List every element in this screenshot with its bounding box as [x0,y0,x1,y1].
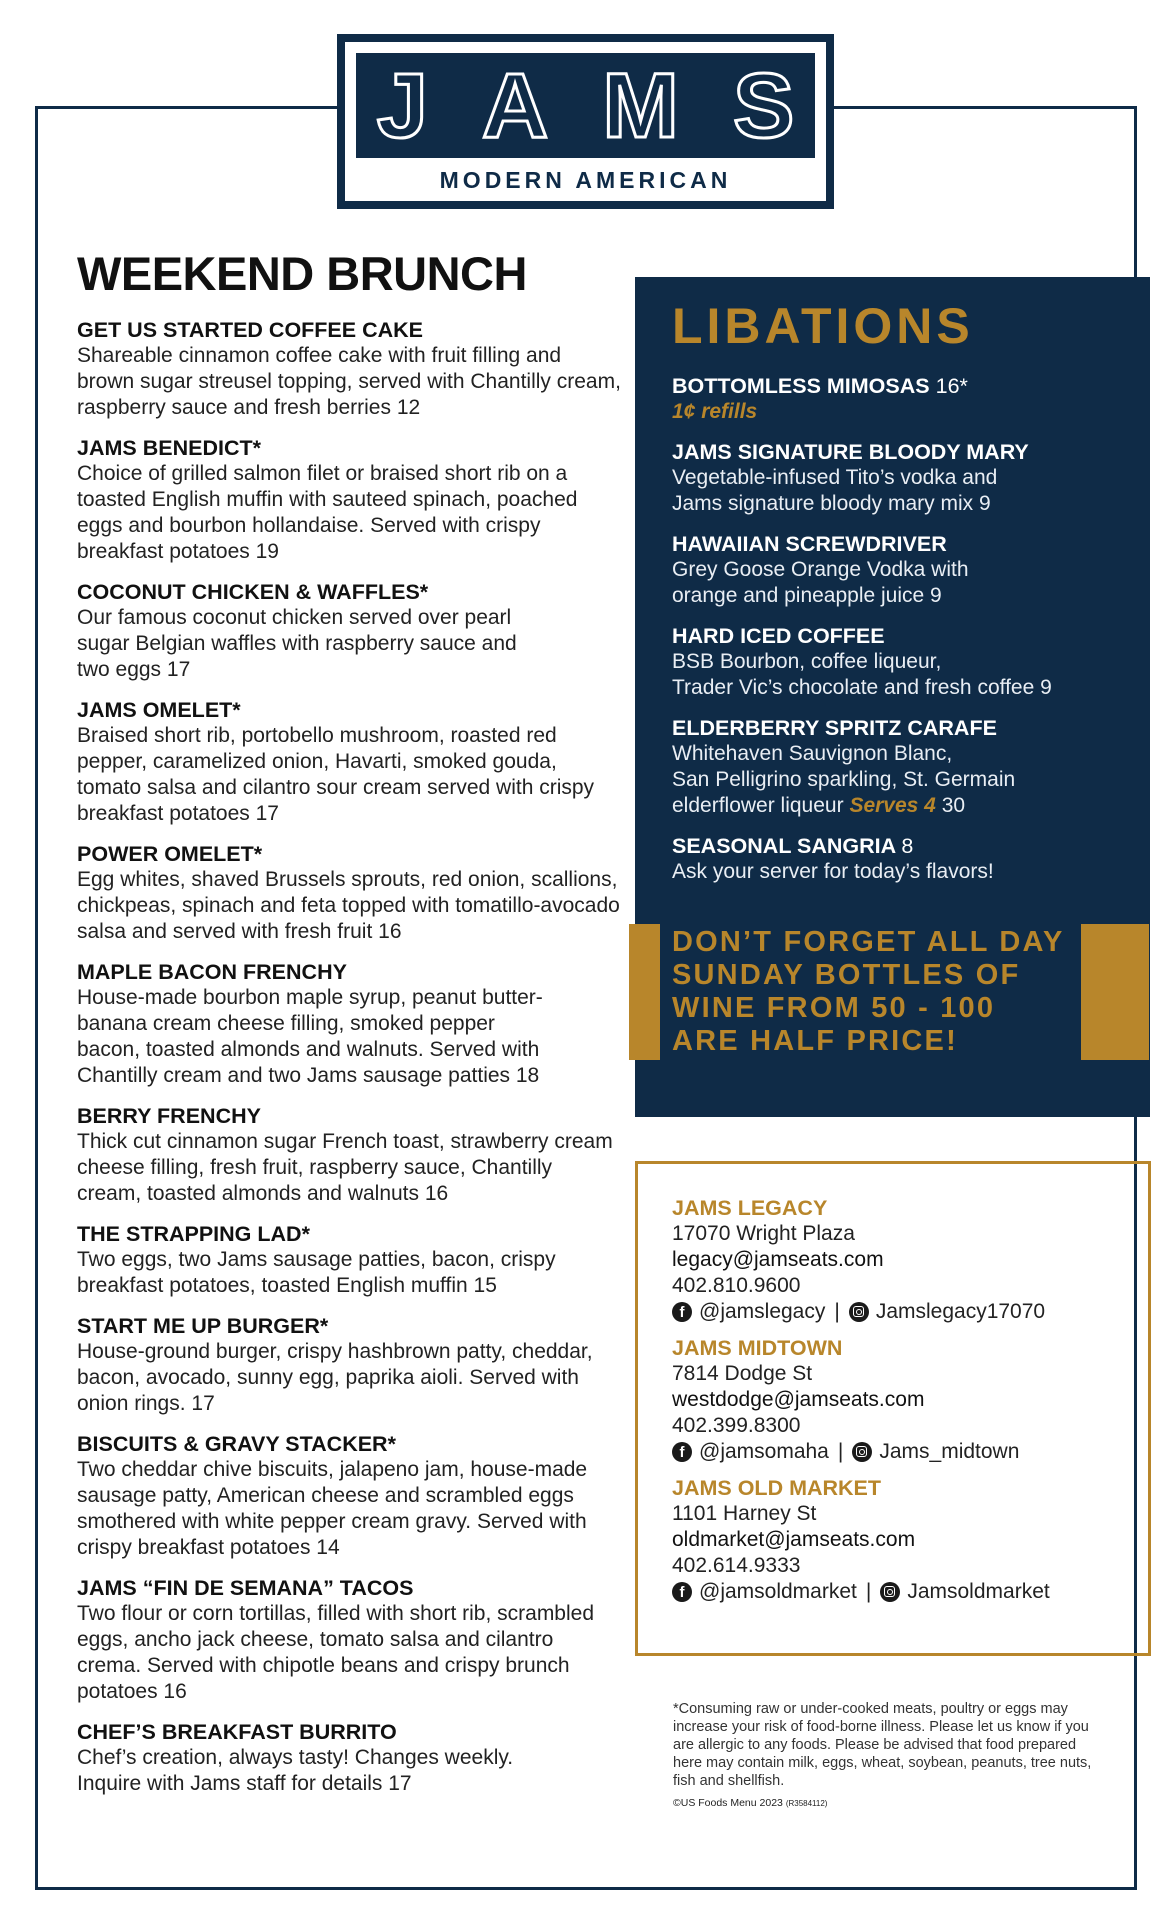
item-desc: Thick cut cinnamon sugar French toast, strawberry cream cheese filling, fresh fruit, raspberry sauce, Chantilly cream, toasted almonds and walnuts 16 [77,1129,613,1205]
menu-item [77,697,597,827]
item-desc: House-made bourbon maple syrup, peanut butter-banana cream cheese filling, smoked pepper bacon, toasted almonds and walnuts. Served with Chantilly cream and two Jams sausage patties 18 [77,985,543,1087]
item-desc: Two eggs, two Jams sausage patties, bacon, crispy breakfast potatoes, toasted English muffin 15 [77,1247,556,1297]
item-name: THE STRAPPING LAD* [77,1221,310,1246]
drink-desc: elderflower liqueur [672,794,844,817]
menu-item [77,317,622,421]
menu-item [77,1221,622,1299]
drink-price: 8 [901,834,914,858]
drink-price: 30 [941,794,966,817]
item-desc: Choice of grilled salmon filet or braised short rib on a toasted English muffin with sauteed spinach, poached eggs and bourbon hollandaise. Served with crispy breakfast potatoes 19 [77,461,578,563]
item-desc: Egg whites, shaved Brussels sprouts, red onion, scallions, chickpeas, spinach and feta topped with tomatillo-avocado salsa and served with fresh fruit 16 [77,867,620,943]
drink-iced-coffee [672,623,1150,701]
drink-name: HARD ICED COFFEE [672,624,885,648]
item-desc: Two cheddar chive biscuits, jalapeno jam, house-made sausage patty, American cheese and scrambled eggs smothered with white pepper cream gravy. Served with crispy breakfast potatoes 14 [77,1457,588,1559]
drink-desc: Grey Goose Orange Vodka with [672,558,969,581]
menu-title: WEEKEND BRUNCH [77,247,527,300]
item-name: COCONUT CHICKEN & WAFFLES* [77,579,429,604]
drink-desc: orange and pineapple juice 9 [672,584,942,607]
item-desc: Two flour or corn tortillas, filled with short rib, scrambled eggs, ancho jack cheese, tomato salsa and cilantro crema. Served with chipotle beans and crispy brunch potatoes 16 [77,1601,595,1703]
drink-sangria [672,833,1150,885]
location-email[interactable]: westdodge@jamseats.com [672,1388,925,1411]
drink-name: SEASONAL SANGRIA [672,834,896,858]
item-name: MAPLE BACON FRENCHY [77,959,347,984]
menu-item [77,1575,622,1705]
drink-mimosa [672,373,1150,425]
menu-item [77,579,527,683]
item-name: JAMS BENEDICT* [77,435,261,460]
item-name: BERRY FRENCHY [77,1103,261,1128]
allergy-disclaimer: *Consuming raw or under-cooked meats, poultry or eggs may increase your risk of food-borne illness. Please let us know if you are allergic to any foods. Please be advised that food prepared here may contain milk, eggs, wheat, soybean, peanuts, tree nuts, fish and shellfish. [673,1701,1092,1789]
item-name: POWER OMELET* [77,841,263,866]
location-name: JAMS OLD MARKET [672,1476,882,1500]
item-name: GET US STARTED COFFEE CAKE [77,317,424,342]
drink-screwdriver [672,531,1150,609]
item-name: CHEF’S BREAKFAST BURRITO [77,1719,397,1744]
promo-band [629,924,1149,1060]
location-email[interactable]: oldmarket@jamseats.com [672,1528,916,1551]
drink-name: JAMS SIGNATURE BLOODY MARY [672,440,1029,464]
menu-item [77,1313,597,1417]
item-desc: Shareable cinnamon coffee cake with fruit filling and brown sugar streusel topping, served with Chantilly cream, raspberry sauce and fresh berries 12 [77,343,621,419]
item-desc: Chef’s creation, always tasty! Changes weekly. Inquire with Jams staff for details 17 [77,1745,514,1795]
item-name: BISCUITS & GRAVY STACKER* [77,1431,396,1456]
location-old-market: JAMS OLD MARKET 1101 Harney St oldmarket@jamseats.com 402.614.9333 f @jamsoldmarket | Jamsoldmarket [672,1475,1148,1605]
location-name: JAMS MIDTOWN [672,1336,843,1360]
instagram-handle[interactable]: Jams_midtown [879,1440,1020,1463]
locations-box [635,1161,1151,1656]
facebook-icon: f [672,1582,692,1602]
promo-line: ARE HALF PRICE! [672,1025,958,1057]
copyright: ©US Foods Menu 2023 [673,1797,783,1809]
facebook-icon: f [672,1442,692,1462]
menu-item [77,841,625,945]
libations-title: LIBATIONS [672,298,974,354]
logo-title: JAMS [376,54,849,157]
menu-item [77,1719,577,1797]
location-phone[interactable]: 402.399.8300 [672,1414,801,1437]
brunch-menu [77,248,622,1811]
wine-promo [672,926,1092,1058]
facebook-handle[interactable]: @jamslegacy [699,1300,826,1323]
drink-desc: BSB Bourbon, coffee liqueur, [672,650,942,673]
logo-subtitle: MODERN AMERICAN [439,167,732,193]
item-desc: House-ground burger, crispy hashbrown patty, cheddar, bacon, avocado, sunny egg, paprika aioli. Served with onion rings. 17 [77,1339,593,1415]
instagram-handle[interactable]: Jamslegacy17070 [875,1300,1046,1323]
menu-item [77,1103,622,1207]
footer [673,1700,1093,1813]
instagram-icon [849,1302,869,1322]
item-name: JAMS OMELET* [77,697,241,722]
menu-item [77,435,622,565]
drink-desc: San Pelligrino sparkling, St. Germain [672,768,1016,791]
instagram-handle[interactable]: Jamsoldmarket [907,1580,1050,1603]
facebook-handle[interactable]: @jamsomaha [699,1440,829,1463]
jams-logo [337,34,849,209]
facebook-icon: f [672,1302,692,1322]
promo-line: WINE FROM 50 - 100 [672,992,996,1024]
item-name: JAMS “FIN DE SEMANA” TACOS [77,1575,414,1600]
refill-note: 1¢ refills [672,400,758,423]
location-legacy: JAMS LEGACY 17070 Wright Plaza legacy@jamseats.com 402.810.9600 f @jamslegacy | Jamslegacy17070 [672,1195,1148,1325]
instagram-icon [880,1582,900,1602]
location-name: JAMS LEGACY [672,1196,828,1220]
drink-price: 16* [935,374,968,398]
drink-desc: Ask your server for today’s flavors! [672,860,994,883]
drink-desc: Whitehaven Sauvignon Blanc, [672,742,953,765]
location-phone[interactable]: 402.614.9333 [672,1554,801,1577]
location-phone[interactable]: 402.810.9600 [672,1274,801,1297]
instagram-icon [852,1442,872,1462]
drink-spritz [672,715,1150,819]
drink-name: ELDERBERRY SPRITZ CARAFE [672,716,997,740]
item-desc: Our famous coconut chicken served over pearl sugar Belgian waffles with raspberry sauce and two eggs 17 [77,605,517,681]
drink-desc: Vegetable-infused Tito’s vodka and [672,466,998,489]
drink-bloody-mary [672,439,1150,517]
location-email[interactable]: legacy@jamseats.com [672,1248,884,1271]
menu-code: (R3584112) [785,1799,828,1808]
location-address: 7814 Dodge St [672,1362,813,1385]
drink-desc: Trader Vic’s chocolate and fresh coffee 9 [672,676,1052,699]
promo-tab-left [629,924,660,1060]
drink-name: HAWAIIAN SCREWDRIVER [672,532,947,556]
promo-line: SUNDAY BOTTLES OF [672,959,1021,991]
menu-item [77,1431,622,1561]
location-address: 17070 Wright Plaza [672,1222,855,1245]
item-name: START ME UP BURGER* [77,1313,329,1338]
location-midtown: JAMS MIDTOWN 7814 Dodge St westdodge@jamseats.com 402.399.8300 f @jamsomaha | Jams_midtown [672,1335,1148,1465]
location-address: 1101 Harney St [672,1502,817,1525]
menu-item [77,959,547,1089]
drink-name: BOTTOMLESS MIMOSAS [672,374,930,398]
promo-line: DON’T FORGET ALL DAY [672,926,1065,958]
serves-note: Serves 4 [849,794,936,817]
item-desc: Braised short rib, portobello mushroom, roasted red pepper, caramelized onion, Havarti, smoked gouda, tomato salsa and cilantro sour cream served with crispy breakfast potatoes 17 [77,723,595,825]
drink-desc: Jams signature bloody mary mix 9 [672,492,991,515]
facebook-handle[interactable]: @jamsoldmarket [699,1580,857,1603]
